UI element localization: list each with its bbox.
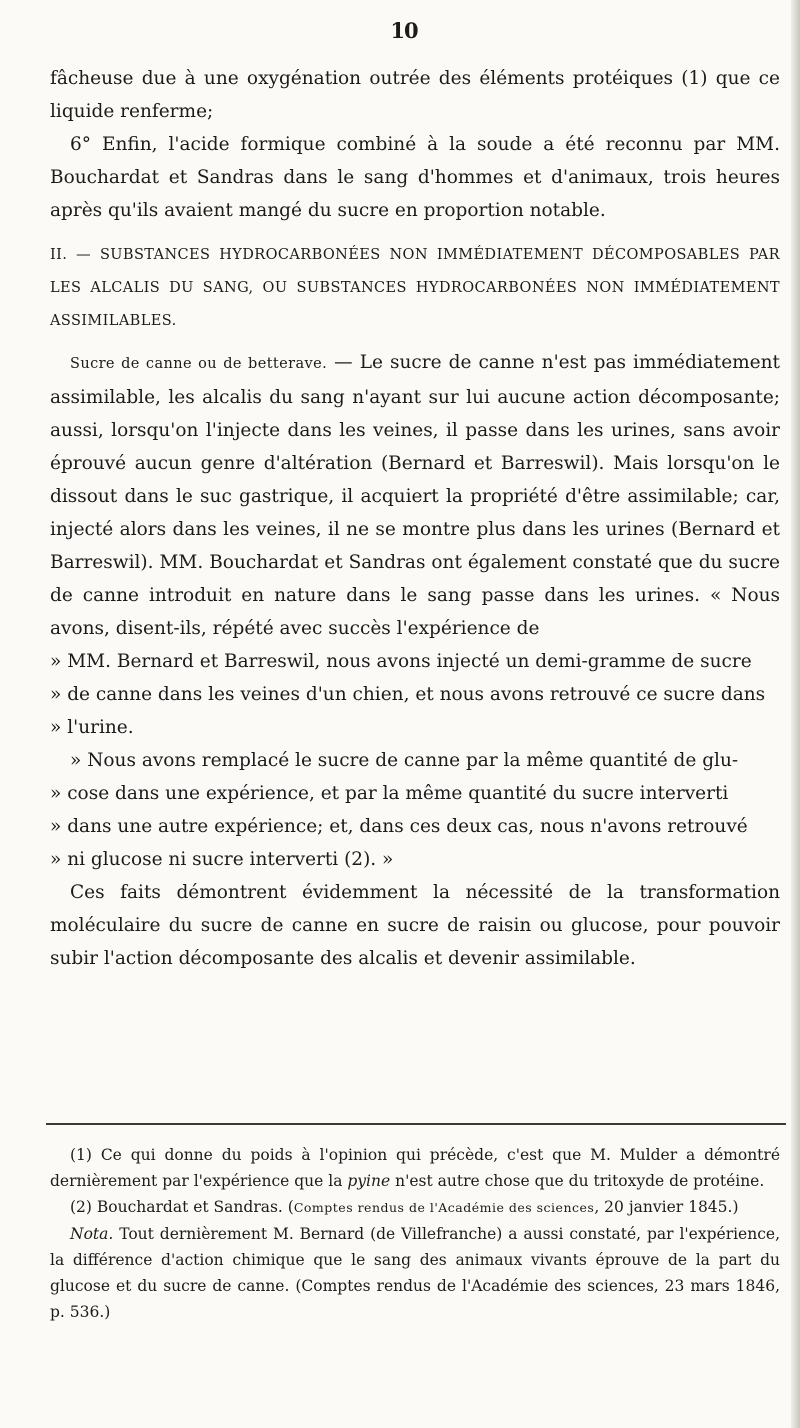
footnote-2-date: , 20 janvier 1845.) xyxy=(594,1198,739,1216)
footnote-separator xyxy=(46,1123,786,1125)
footnote-1 xyxy=(50,1142,780,1194)
quote-line: » l'urine. xyxy=(50,717,134,738)
section-heading: II. — SUBSTANCES HYDROCARBONÉES NON IMMÉDIATEMENT DÉCOMPOSABLES PAR LES ALCALIS DU SANG, OU SUBSTANCES HYDROCARBONÉES NON IMMÉDIATEMENT ASSIMILABLES. xyxy=(50,247,780,329)
main-text xyxy=(50,62,780,975)
nota-label: Nota. xyxy=(70,1225,114,1243)
footnotes xyxy=(50,1142,780,1325)
quote-line: » dans une autre expérience; et, dans ces deux cas, nous n'avons retrouvé xyxy=(50,816,748,837)
footnote-nota xyxy=(50,1221,780,1325)
paragraph-formic-acid: 6° Enfin, l'acide formique combiné à la soude a été reconnu par MM. Bouchardat et Sandras dans le sang d'hommes et d'animaux, trois heures après qu'ils avaient mangé du sucre en proportion notable. xyxy=(50,134,780,221)
page-edge xyxy=(791,0,800,1428)
run-in-title: Sucre de canne ou de betterave. xyxy=(70,356,328,372)
paragraph-cane-sugar xyxy=(50,346,780,645)
paragraph-conclusion: Ces faits démontrent évidemment la nécessité de la transformation moléculaire du sucre de canne en sucre de raisin ou glucose, pour pouvoir subir l'action décomposante des alcalis et devenir assimilable. xyxy=(50,882,780,969)
paragraph-cane-sugar-text: — Le sucre de canne n'est pas immédiatement assimilable, les alcalis du sang n'ayant sur lui aucune action décomposante; aussi, lorsqu'on l'injecte dans les veines, il passe dans les urines, sans avoir éprouvé aucun genre d'altération (Bernard et Barreswil). Mais lorsqu'on le dissout dans le suc gastrique, il acquiert la propriété d'être assimilable; car, injecté alors dans les veines, il ne se montre plus dans les urines (Bernard et Barreswil). MM. Bouchardat et Sandras ont également constaté que du sucre de canne introduit en nature dans le sang passe dans les urines. « Nous avons, disent-ils, répété avec succès l'expérience de xyxy=(50,352,780,639)
quote-line: » de canne dans les veines d'un chien, et nous avons retrouvé ce sucre dans xyxy=(50,684,766,705)
footnote-2-journal: Comptes rendus de l'Académie des sciences xyxy=(293,1200,595,1215)
page-number: 10 xyxy=(390,18,418,43)
paragraph-continuation: fâcheuse due à une oxygénation outrée des éléments protéiques (1) que ce liquide renferme; xyxy=(50,68,780,122)
quote-line: » MM. Bernard et Barreswil, nous avons injecté un demi-gramme de sucre xyxy=(50,651,752,672)
footnote-1-text-end: n'est autre chose que du tritoxyde de protéine. xyxy=(390,1172,765,1190)
footnote-1-text: (1) Ce qui donne du poids à l'opinion qui précède, c'est que M. Mulder a démontré dernièrement par l'expérience que la xyxy=(50,1146,780,1190)
footnote-2 xyxy=(50,1194,780,1221)
nota-text: Tout dernièrement M. Bernard (de Villefranche) a aussi constaté, par l'expérience, la différence d'action chimique que le sang des animaux vivants éprouve de la part du glucose et du sucre de canne. (Comptes rendus de l'Académie des sciences, 23 mars 1846, p. 536.) xyxy=(50,1225,780,1321)
quote-line: » Nous avons remplacé le sucre de canne par la même quantité de glu- xyxy=(70,750,739,771)
footnote-1-italic: pyine xyxy=(347,1172,391,1190)
quote-line: » cose dans une expérience, et par la même quantité du sucre interverti xyxy=(50,783,729,804)
footnote-2-text: (2) Bouchardat et Sandras. ( xyxy=(70,1198,294,1216)
quote-line: » ni glucose ni sucre interverti (2). » xyxy=(50,849,394,870)
